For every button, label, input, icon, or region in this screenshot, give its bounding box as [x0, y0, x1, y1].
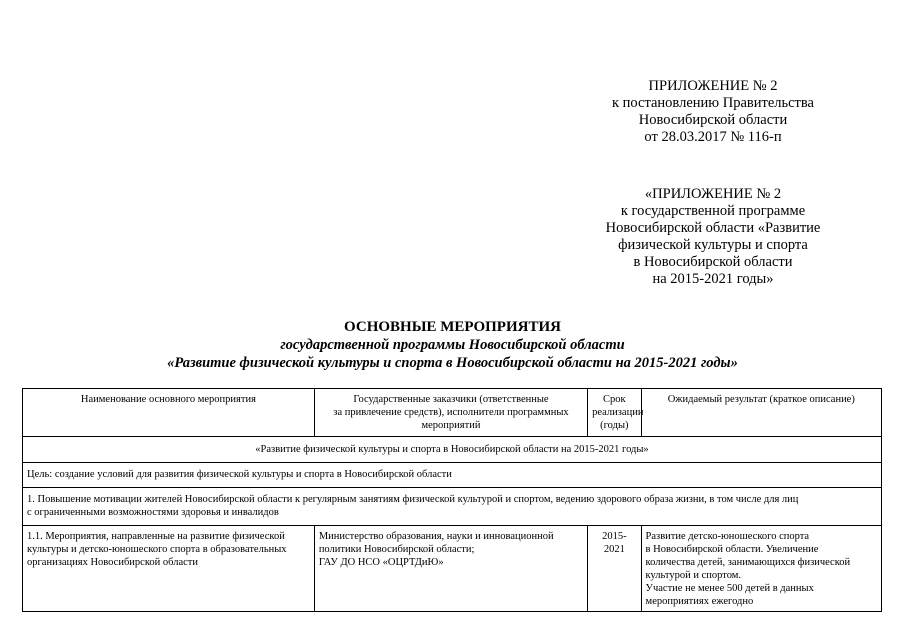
- appendix-decree-line: от 28.03.2017 № 116-п: [644, 129, 782, 145]
- title-line-3: «Развитие физической культуры и спорта в Новосибирской области на 2015-2021 годы»: [167, 355, 738, 371]
- header-result: Ожидаемый результат (краткое описание): [641, 389, 881, 437]
- measures-table: [22, 388, 882, 612]
- table-row: [23, 526, 882, 612]
- appendix-program-line: на 2015-2021 годы»: [652, 271, 774, 287]
- appendix-program-line: в Новосибирской области: [633, 254, 793, 270]
- title-line-2: государственной программы Новосибирской области: [280, 337, 625, 353]
- task-row: [23, 488, 882, 526]
- program-row: [23, 437, 882, 463]
- goal-row: [23, 463, 882, 488]
- task-cell: 1. Повышение мотивации жителей Новосибирской области к регулярным занятиям физической культурой и спортом, ведению здорового образа жизни, в том числе для лиц с ограниченными возможностями здоровья и инвалидов: [23, 488, 882, 526]
- header-customers: Государственные заказчики (ответственные за привлечение средств), исполнители программных мероприятий: [314, 389, 587, 437]
- result-cell: Развитие детско-юношеского спорта в Новосибирской области. Увеличение количества детей, занимающихся физической культурой и спортом. Участие не менее 500 детей в данных мероприятиях ежегодно: [641, 526, 881, 612]
- document-title: [0, 318, 905, 372]
- appendix-decree-line: Новосибирской области: [638, 112, 788, 128]
- appendix-program-line: Новосибирской области «Развитие: [605, 220, 821, 236]
- appendix-program-block: [563, 186, 863, 288]
- appendix-decree-line: к постановлению Правительства: [612, 95, 814, 111]
- title-line-1: ОСНОВНЫЕ МЕРОПРИЯТИЯ: [344, 319, 561, 335]
- program-cell: «Развитие физической культуры и спорта в Новосибирской области на 2015-2021 годы»: [23, 437, 882, 463]
- appendix-program-line: «ПРИЛОЖЕНИЕ № 2: [644, 186, 782, 202]
- header-period: Срок реализации (годы): [588, 389, 641, 437]
- appendix-decree-block: [563, 78, 863, 146]
- appendix-program-line: физической культуры и спорта: [618, 237, 808, 253]
- header-measure-name: Наименование основного мероприятия: [23, 389, 315, 437]
- measure-name-cell: 1.1. Мероприятия, направленные на развитие физической культуры и детско-юношеского спорта в образовательных организациях Новосибирской области: [23, 526, 315, 612]
- period-cell: 2015-2021: [588, 526, 641, 612]
- appendix-decree-line: ПРИЛОЖЕНИЕ № 2: [648, 78, 778, 94]
- customers-cell: Министерство образования, науки и инновационной политики Новосибирской области; ГАУ ДО НСО «ОЦРТДиЮ»: [314, 526, 587, 612]
- goal-cell: Цель: создание условий для развития физической культуры и спорта в Новосибирской области: [23, 463, 882, 488]
- table-header-row: [23, 389, 882, 437]
- appendix-program-line: к государственной программе: [620, 203, 806, 219]
